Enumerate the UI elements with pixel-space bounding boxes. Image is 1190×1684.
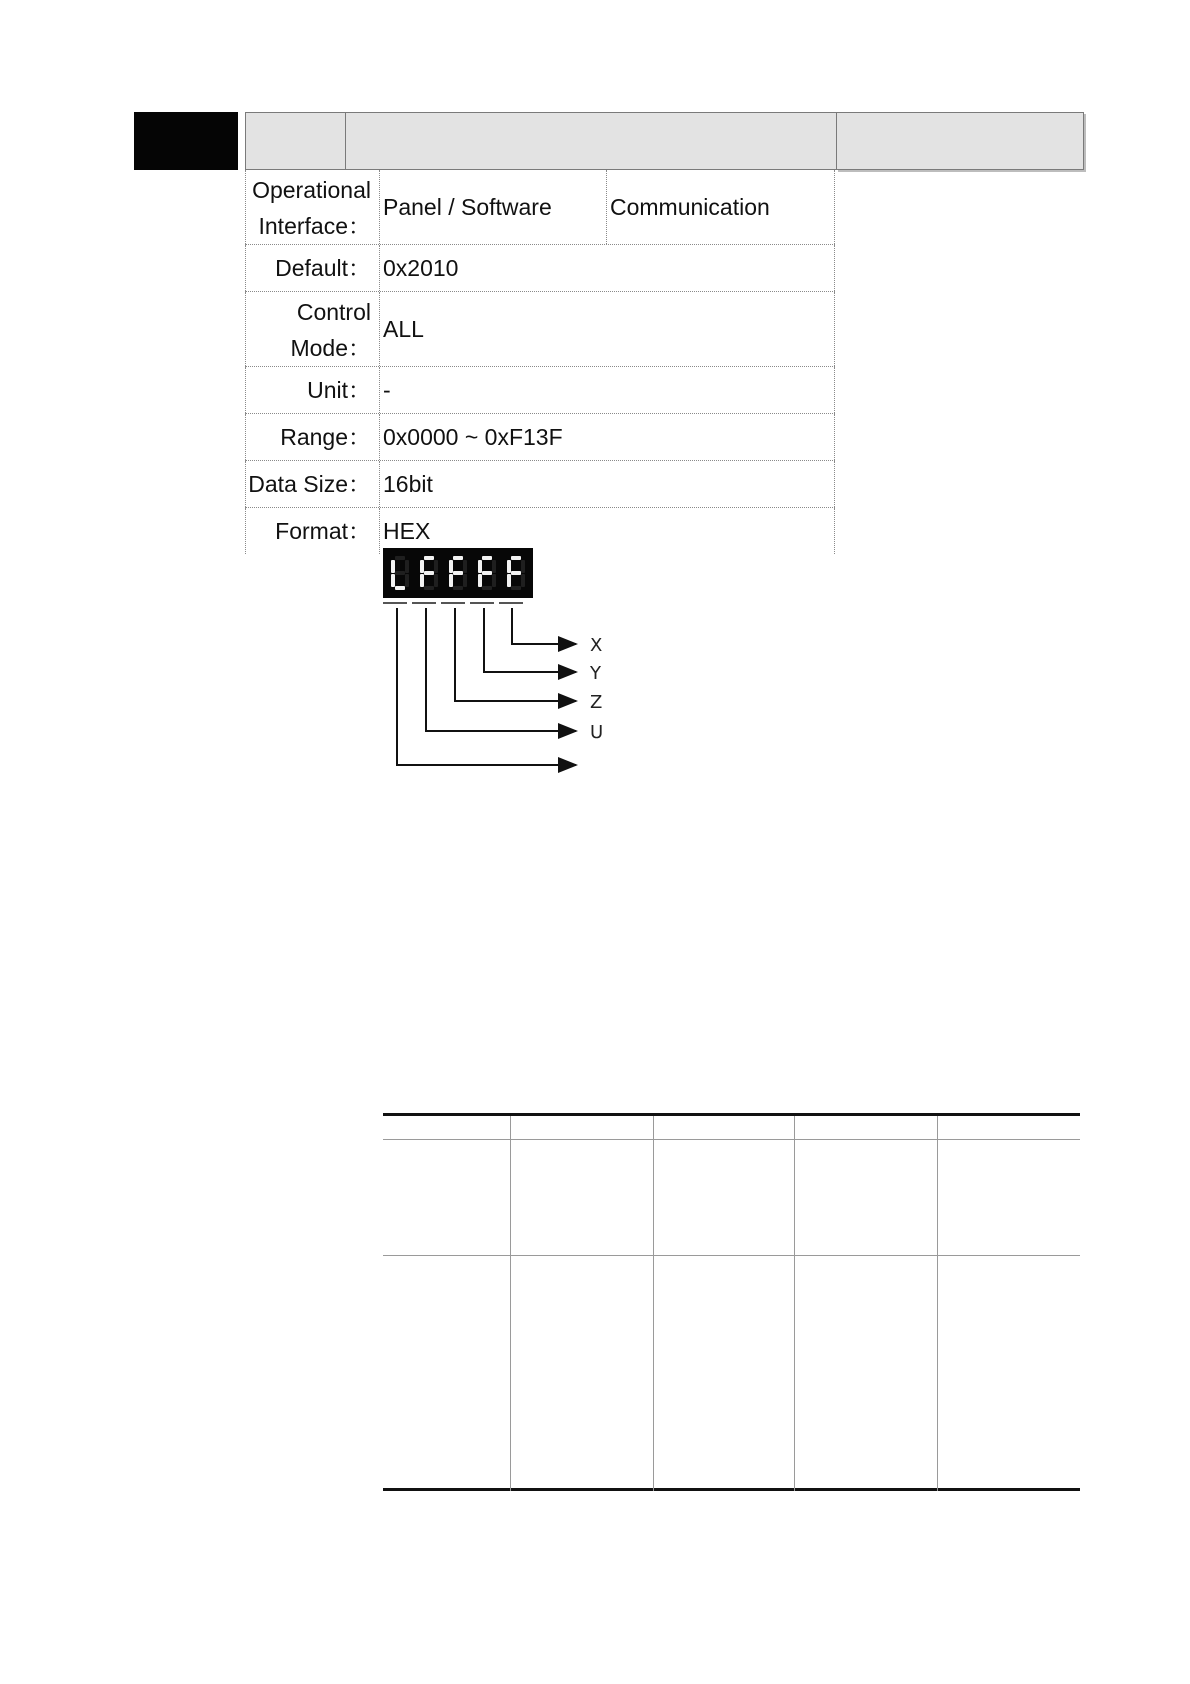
segment-d xyxy=(424,586,434,590)
segment-a xyxy=(453,556,463,560)
table-cell xyxy=(938,1256,1080,1491)
segment-c xyxy=(434,574,438,587)
arrow-line-y xyxy=(484,608,576,672)
table-cell xyxy=(383,1140,511,1256)
table-header-cell xyxy=(383,1116,511,1140)
table-cell xyxy=(795,1140,938,1256)
row-data-size xyxy=(245,461,835,508)
table-cell xyxy=(938,1140,1080,1256)
segment-g xyxy=(395,571,405,575)
arrow-label-x: X xyxy=(590,635,603,656)
segment-e xyxy=(420,574,424,587)
segment-c xyxy=(492,574,496,587)
row-label: Data Size： xyxy=(245,461,380,507)
segment-b xyxy=(434,560,438,573)
row-value: 0x2010 xyxy=(380,245,835,291)
segment-b xyxy=(405,560,409,573)
row-label: Default： xyxy=(245,245,380,291)
arrow-label-z: Z xyxy=(590,692,603,713)
setting-table-grid xyxy=(383,1116,1080,1488)
seven-segment-digits xyxy=(383,548,533,598)
segment-g xyxy=(511,571,521,575)
row-value: - xyxy=(380,367,835,413)
parameter-table xyxy=(245,170,835,554)
arrow-line-z xyxy=(455,608,576,701)
table-cell xyxy=(795,1256,938,1491)
segment-f xyxy=(391,560,395,573)
segment-a xyxy=(395,556,405,560)
arrow-line-u xyxy=(426,608,576,731)
label-line: Control xyxy=(296,299,371,325)
table-cell xyxy=(511,1140,654,1256)
header-cell-number xyxy=(245,112,346,170)
row-values xyxy=(380,170,835,244)
header-cell-name xyxy=(345,112,837,170)
arrow-line-fifth xyxy=(397,608,576,765)
table-cell xyxy=(654,1140,795,1256)
segment-g xyxy=(424,571,434,575)
segment-g xyxy=(482,571,492,575)
arrow-line-x xyxy=(512,608,576,644)
segment-b xyxy=(463,560,467,573)
row-value: HEX xyxy=(380,508,835,554)
segment-c xyxy=(521,574,525,587)
segment-d xyxy=(395,586,405,590)
segment-d xyxy=(511,586,521,590)
table-cell xyxy=(383,1256,511,1491)
row-format xyxy=(245,508,835,554)
label-line: Interface： xyxy=(258,213,371,239)
segment-c xyxy=(405,574,409,587)
value-panel-software: Panel / Software xyxy=(380,170,607,244)
row-value: 16bit xyxy=(380,461,835,507)
segment-c xyxy=(463,574,467,587)
segment-e xyxy=(507,574,511,587)
segment-d xyxy=(482,586,492,590)
row-value: ALL xyxy=(380,292,835,366)
header-cell-address xyxy=(836,112,1084,170)
row-control-mode xyxy=(245,292,835,367)
table-cell xyxy=(511,1256,654,1491)
row-range xyxy=(245,414,835,461)
seven-segment-digit xyxy=(478,556,496,590)
segment-b xyxy=(521,560,525,573)
setting-table xyxy=(383,1113,1080,1491)
segment-g xyxy=(453,571,463,575)
segment-a xyxy=(511,556,521,560)
row-value: 0x0000 ~ 0xF13F xyxy=(380,414,835,460)
segment-f xyxy=(420,560,424,573)
digit-mapping-diagram xyxy=(380,600,620,775)
label-line: Operational xyxy=(252,177,371,203)
arrow-label-u: U xyxy=(590,722,604,743)
segment-f xyxy=(449,560,453,573)
row-label: Range： xyxy=(245,414,380,460)
seven-segment-digit xyxy=(420,556,438,590)
table-header-cell xyxy=(511,1116,654,1140)
row-label xyxy=(245,292,380,366)
segment-d xyxy=(453,586,463,590)
segment-f xyxy=(507,560,511,573)
table-cell xyxy=(654,1256,795,1491)
segment-f xyxy=(478,560,482,573)
row-operational-interface xyxy=(245,170,835,245)
value-communication: Communication xyxy=(610,193,770,220)
seven-segment-digit xyxy=(507,556,525,590)
seven-segment-digit xyxy=(391,556,409,590)
section-tab xyxy=(134,112,238,170)
row-unit xyxy=(245,367,835,414)
row-label: Unit： xyxy=(245,367,380,413)
row-label: Format： xyxy=(245,508,380,554)
row-default xyxy=(245,245,835,292)
seven-segment-display xyxy=(383,548,533,598)
table-header-cell xyxy=(795,1116,938,1140)
label-line: Mode： xyxy=(290,335,371,361)
segment-b xyxy=(492,560,496,573)
row-label xyxy=(245,170,380,244)
table-header-cell xyxy=(654,1116,795,1140)
table-header-cell xyxy=(938,1116,1080,1140)
segment-a xyxy=(482,556,492,560)
segment-e xyxy=(478,574,482,587)
segment-e xyxy=(391,574,395,587)
seven-segment-digit xyxy=(449,556,467,590)
segment-e xyxy=(449,574,453,587)
segment-a xyxy=(424,556,434,560)
arrow-label-y: Y xyxy=(590,663,601,684)
